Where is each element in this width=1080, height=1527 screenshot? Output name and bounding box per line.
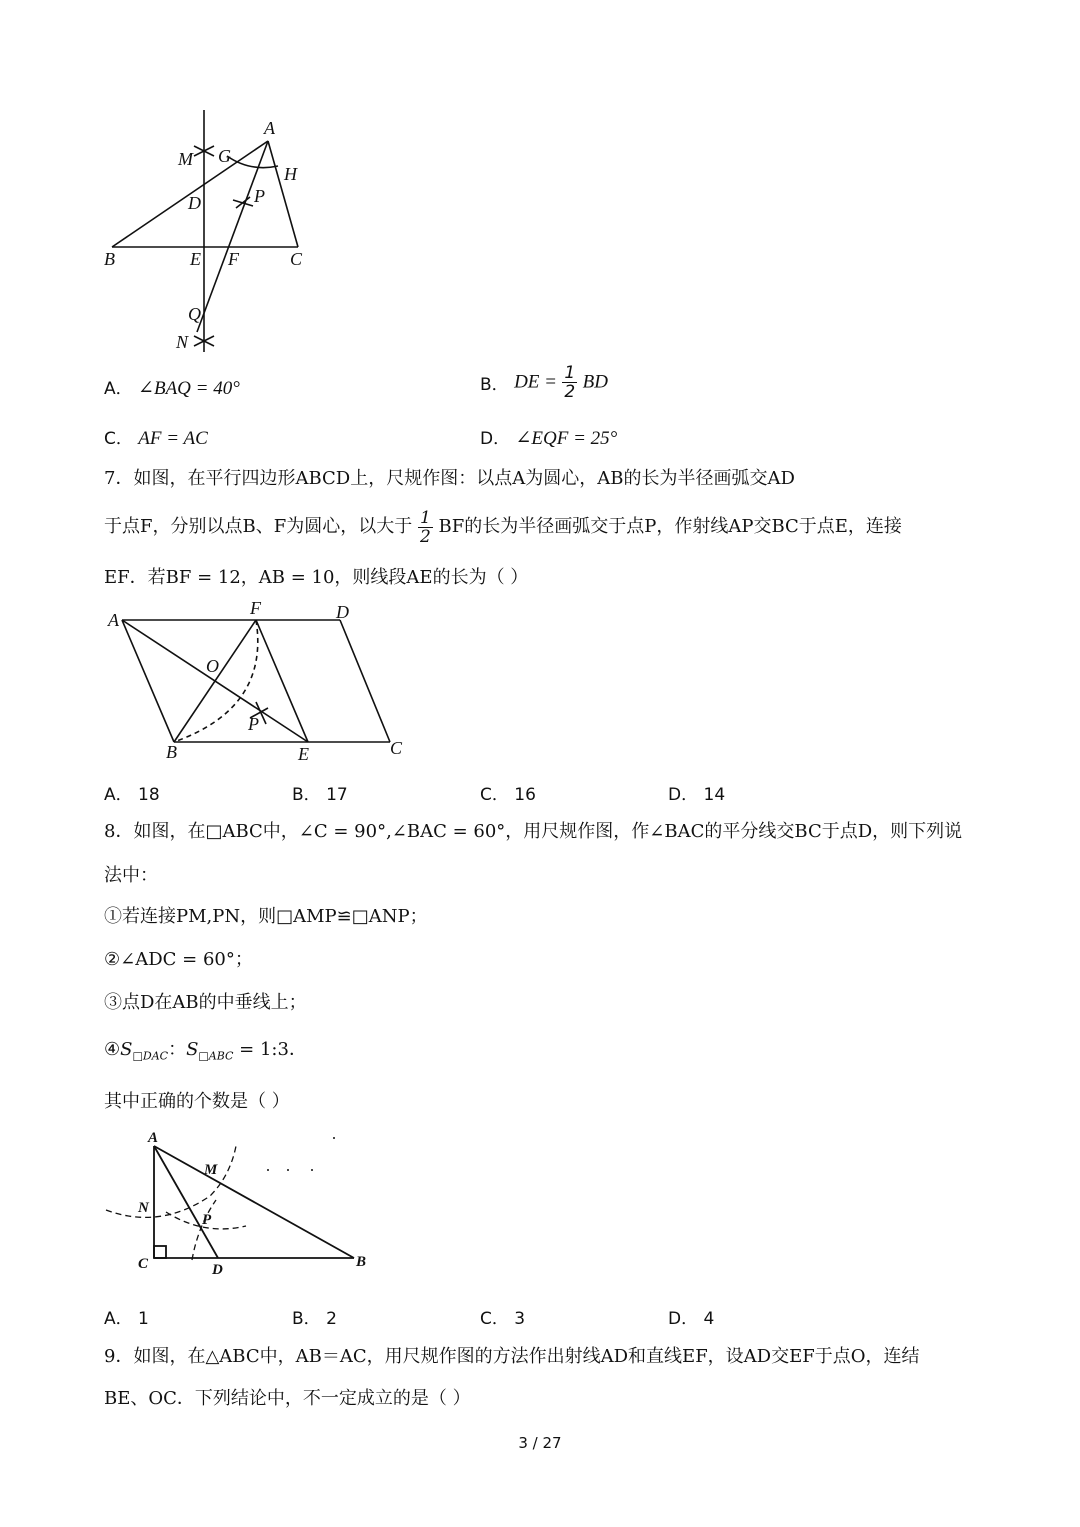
q7-option-a[interactable] bbox=[104, 780, 160, 805]
fig6-label-n: N bbox=[176, 332, 189, 352]
q7-fraction bbox=[418, 509, 433, 546]
q7-option-d[interactable] bbox=[668, 780, 725, 805]
fig6-label-m: M bbox=[178, 149, 193, 169]
fig8-label-n: N bbox=[138, 1200, 149, 1216]
q6-option-d[interactable] bbox=[480, 424, 617, 450]
fig7-label-c: C bbox=[390, 738, 403, 758]
q8-item-4-s1: S bbox=[120, 1039, 133, 1060]
q8-item-4-sub1: □DAC bbox=[132, 1049, 169, 1063]
q7-option-b-letter: B． bbox=[292, 785, 321, 805]
fig6-label-p: P bbox=[254, 186, 265, 206]
q7-option-b-text: 17 bbox=[326, 785, 348, 805]
q8-option-b-letter: B． bbox=[292, 1309, 321, 1329]
fig7-label-o: O bbox=[206, 656, 219, 676]
fig6-label-c: C bbox=[290, 249, 303, 269]
fig8-label-c: C bbox=[138, 1256, 149, 1272]
q7-option-c-text: 16 bbox=[514, 785, 536, 805]
q6-option-b-frac-num: 1 bbox=[564, 363, 576, 383]
q7-option-a-text: 18 bbox=[138, 785, 160, 805]
q8-option-c[interactable] bbox=[480, 1304, 525, 1329]
q6-option-a-text: ∠BAQ = 40° bbox=[138, 378, 240, 399]
q8-option-a-text: 1 bbox=[138, 1309, 149, 1329]
q6-option-a-letter: A． bbox=[104, 379, 133, 399]
fig8-label-m: M bbox=[204, 1162, 218, 1178]
q8-option-d-letter: D． bbox=[668, 1309, 699, 1329]
fig6-label-q: Q bbox=[188, 304, 201, 324]
fig6-label-h: H bbox=[284, 164, 297, 184]
q7-option-b[interactable] bbox=[292, 780, 348, 805]
q6-option-c-letter: C． bbox=[104, 429, 133, 449]
q6-option-c[interactable] bbox=[104, 424, 208, 450]
q8-item-4 bbox=[104, 1038, 307, 1069]
q7-option-a-letter: A． bbox=[104, 785, 133, 805]
fig6-label-b: B bbox=[104, 249, 115, 269]
q8-item-1: ①若连接PM,PN，则□AMP≌□ANP； bbox=[104, 906, 428, 927]
q7-option-d-letter: D． bbox=[668, 785, 699, 805]
q6-option-b-frac-den: 2 bbox=[564, 382, 576, 402]
fig7-label-p: P bbox=[248, 714, 259, 734]
q8-item-3: ③点D在AB的中垂线上； bbox=[104, 992, 307, 1013]
q8-option-a-letter: A． bbox=[104, 1309, 133, 1329]
q6-option-b-fraction bbox=[562, 364, 577, 401]
q7-line-2-before: 于点F，分别以点B、F为圆心，以大于 bbox=[104, 516, 413, 537]
q8-line-1: 8．如图，在□ABC中，∠C = 90°,∠BAC = 60°，用尺规作图，作∠BAC的平分线交BC于点D，则下列说 bbox=[104, 821, 963, 842]
q8-option-c-letter: C． bbox=[480, 1309, 509, 1329]
fig8-label-a: A bbox=[148, 1130, 159, 1146]
q7-option-c[interactable] bbox=[480, 780, 536, 805]
q6-option-b-text-after: BD bbox=[582, 371, 608, 393]
q8-item-4-rest: = 1:3． bbox=[233, 1039, 307, 1060]
fig8-label-b: B bbox=[356, 1254, 367, 1270]
q7-frac-num: 1 bbox=[419, 507, 431, 528]
fig7-label-e: E bbox=[298, 744, 309, 764]
fig7-label-f: F bbox=[250, 598, 261, 618]
q8-item-4-colon: ： bbox=[168, 1039, 187, 1060]
q9-line-2: BE、OC．下列结论中，不一定成立的是（ ） bbox=[104, 1388, 471, 1409]
fig7-label-b: B bbox=[166, 742, 177, 762]
q6-option-b-text-before: DE = bbox=[514, 371, 557, 393]
q6-figure bbox=[100, 110, 330, 355]
q7-line-3: EF．若BF = 12，AB = 10，则线段AE的长为（ ） bbox=[104, 567, 529, 588]
q7-line-2 bbox=[104, 507, 902, 547]
q7-figure bbox=[100, 598, 420, 768]
q8-option-b-text: 2 bbox=[326, 1309, 337, 1329]
q7-frac-den: 2 bbox=[419, 526, 431, 547]
q6-option-b[interactable] bbox=[480, 364, 608, 401]
fig6-label-g: G bbox=[218, 146, 231, 166]
q6-option-c-text: AF = AC bbox=[138, 428, 208, 449]
q7-option-c-letter: C． bbox=[480, 785, 509, 805]
fig8-label-p: P bbox=[202, 1212, 212, 1228]
fig7-label-a: A bbox=[108, 610, 119, 630]
q6-option-b-letter: B． bbox=[480, 375, 509, 395]
q8-figure bbox=[100, 1126, 380, 1278]
q6-option-d-letter: D． bbox=[480, 429, 511, 449]
fig6-label-f: F bbox=[228, 249, 239, 269]
fig7-label-d: D bbox=[336, 602, 349, 622]
q6-option-a[interactable] bbox=[104, 374, 240, 400]
page-number: 3 / 27 bbox=[518, 1434, 562, 1452]
q8-option-a[interactable] bbox=[104, 1304, 149, 1329]
q6-option-d-text: ∠EQF = 25° bbox=[515, 428, 618, 449]
q8-option-d-text: 4 bbox=[703, 1309, 715, 1329]
q8-line-2: 法中： bbox=[104, 865, 158, 886]
q8-option-b[interactable] bbox=[292, 1304, 337, 1329]
q7-option-d-text: 14 bbox=[703, 785, 726, 805]
q7-line-1: 7．如图，在平行四边形ABCD上，尺规作图：以点A为圆心，AB的长为半径画弧交AD bbox=[104, 468, 795, 489]
q8-option-c-text: 3 bbox=[514, 1309, 526, 1329]
fig6-label-d: D bbox=[188, 193, 201, 213]
q8-question: 其中正确的个数是（ ） bbox=[104, 1091, 290, 1112]
q8-item-4-sub2: □ABC bbox=[198, 1049, 234, 1063]
q8-item-4-prefix: ④ bbox=[104, 1039, 121, 1060]
fig6-label-e: E bbox=[190, 249, 201, 269]
q8-item-4-s2: S bbox=[186, 1039, 199, 1060]
q9-line-1: 9．如图，在△ABC中，AB＝AC，用尺规作图的方法作出射线AD和直线EF，设AD交EF于点O，连结 bbox=[104, 1346, 920, 1367]
q8-item-2: ②∠ADC = 60°； bbox=[104, 949, 253, 970]
q7-line-2-after: BF的长为半径画弧交于点P，作射线AP交BC于点E，连接 bbox=[438, 516, 902, 537]
fig6-label-a: A bbox=[264, 118, 275, 138]
fig8-label-d: D bbox=[212, 1262, 223, 1278]
q8-option-d[interactable] bbox=[668, 1304, 714, 1329]
